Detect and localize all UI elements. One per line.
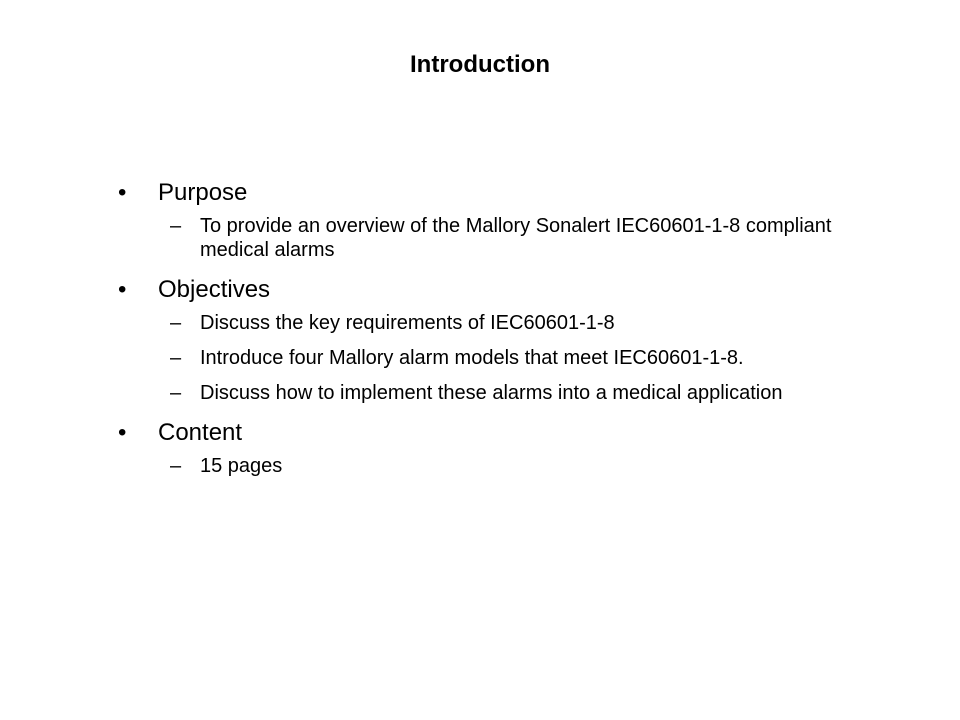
objectives-items	[118, 311, 878, 405]
list-item-text: To provide an overview of the Mallory Sonalert IEC60601-1-8 compliant medical alarms	[200, 215, 832, 261]
bullet-marker: •	[118, 419, 127, 446]
bullet-marker: •	[118, 179, 127, 206]
dash-marker: –	[170, 455, 182, 477]
purpose-items	[118, 214, 878, 262]
list-item	[118, 454, 878, 478]
section-heading: Content	[158, 419, 243, 446]
slide-title: Introduction	[410, 51, 550, 78]
bullet-marker: •	[118, 276, 127, 303]
section-content	[118, 416, 878, 450]
section-heading: Objectives	[158, 276, 271, 303]
list-item	[118, 214, 878, 262]
dash-marker: –	[170, 382, 182, 404]
list-item-text: 15 pages	[200, 455, 283, 477]
list-item	[118, 311, 878, 335]
dash-marker: –	[170, 215, 182, 237]
section-objectives	[118, 273, 878, 307]
content-items	[118, 454, 878, 478]
section-heading: Purpose	[158, 179, 248, 206]
slide-content	[118, 176, 878, 489]
list-item-text: Discuss the key requirements of IEC60601-1-8	[200, 312, 615, 334]
dash-marker: –	[170, 347, 182, 369]
list-item	[118, 381, 878, 405]
list-item	[118, 346, 878, 370]
list-item-text: Discuss how to implement these alarms into a medical application	[200, 382, 783, 404]
dash-marker: –	[170, 312, 182, 334]
list-item-text: Introduce four Mallory alarm models that meet IEC60601-1-8.	[200, 347, 744, 369]
section-purpose	[118, 176, 878, 210]
